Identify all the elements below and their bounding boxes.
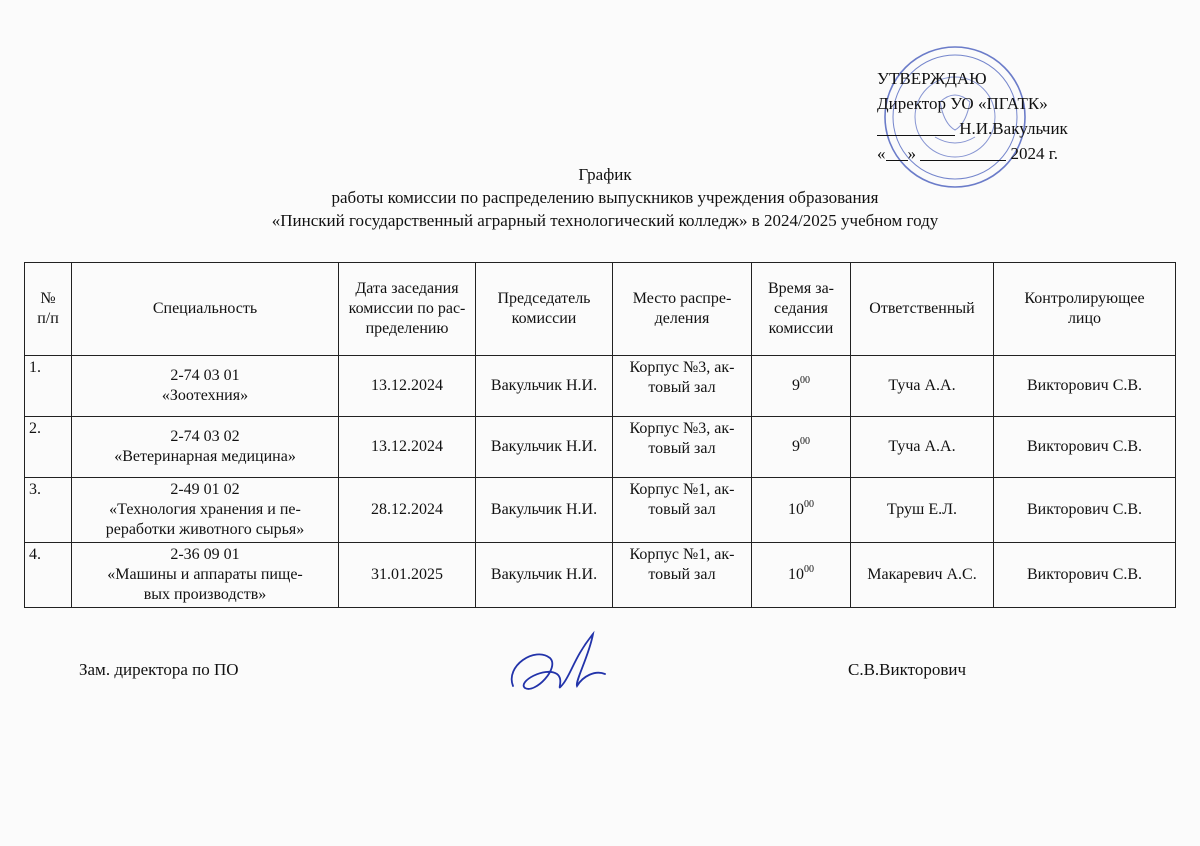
cell-place: [613, 356, 752, 417]
table-row: [25, 543, 1176, 608]
document-title: График: [578, 165, 632, 184]
date-day-blank: [886, 144, 908, 161]
date-quote-open: «: [877, 144, 886, 163]
header-responsible: Ответственный: [851, 263, 994, 356]
header-time: [752, 263, 851, 356]
date-month-blank: [920, 144, 1006, 161]
time-hour: 9: [792, 377, 800, 394]
specialty-code: 2-74 03 01: [170, 367, 240, 384]
document-heading: [0, 163, 1200, 232]
cell-time: [752, 543, 851, 608]
time-minutes: 00: [804, 564, 814, 575]
footer-name: С.В.Викторович: [848, 660, 967, 679]
cell-date: 13.12.2024: [339, 417, 476, 478]
header-chairman: [476, 263, 613, 356]
table-row: [25, 478, 1176, 543]
cell-controller: Викторович С.В.: [994, 356, 1176, 417]
header-time-line: седания: [774, 300, 828, 317]
header-num-line: №: [40, 290, 56, 307]
cell-place: [613, 478, 752, 543]
header-place-line: деления: [654, 310, 710, 327]
cell-num: 4.: [25, 543, 72, 608]
header-place-line: Место распре-: [632, 290, 732, 307]
approval-position: Директор УО «ПГАТК»: [877, 94, 1048, 113]
header-date-line: комиссии по рас-: [348, 300, 466, 317]
date-quote-close: »: [907, 144, 916, 163]
signature-underline: [877, 119, 955, 136]
header-controller-line: лицо: [1067, 310, 1102, 327]
document-subtitle-line2: «Пинский государственный аграрный технологический колледж» в 2024/2025 учебном году: [271, 211, 939, 230]
cell-responsible: Туча А.А.: [851, 356, 994, 417]
time-hour: 10: [788, 501, 804, 518]
cell-num: 3.: [25, 478, 72, 543]
cell-chairman: Вакульчик Н.И.: [476, 417, 613, 478]
approval-word: УТВЕРЖДАЮ: [877, 69, 987, 88]
place-line: товый зал: [648, 501, 716, 518]
cell-num: 2.: [25, 417, 72, 478]
cell-responsible: Труш Е.Л.: [851, 478, 994, 543]
time-hour: 10: [788, 566, 804, 583]
table-row: [25, 417, 1176, 478]
approval-year: 2024 г.: [1010, 144, 1059, 163]
header-date-line: Дата заседания: [355, 280, 459, 297]
cell-responsible: Туча А.А.: [851, 417, 994, 478]
specialty-name: «Ветеринарная медицина»: [114, 448, 296, 465]
place-line: товый зал: [648, 379, 716, 396]
time-minutes: 00: [800, 436, 810, 447]
specialty-code: 2-49 01 02: [170, 481, 240, 498]
cell-date: 31.01.2025: [339, 543, 476, 608]
cell-time: [752, 356, 851, 417]
place-line: Корпус №1, ак-: [629, 481, 735, 498]
cell-specialty: [72, 356, 339, 417]
header-num: [25, 263, 72, 356]
time-minutes: 00: [804, 499, 814, 510]
header-num-line: п/п: [37, 310, 59, 327]
specialty-name: вых производств»: [143, 586, 267, 603]
specialty-name: «Технология хранения и пе-: [109, 501, 301, 518]
cell-chairman: Вакульчик Н.И.: [476, 356, 613, 417]
header-chairman-line: Председатель: [497, 290, 591, 307]
place-line: товый зал: [648, 566, 716, 583]
header-date-line: пределению: [365, 320, 449, 337]
time-hour: 9: [792, 438, 800, 455]
header-place: [613, 263, 752, 356]
specialty-code: 2-36 09 01: [170, 546, 240, 563]
cell-date: 28.12.2024: [339, 478, 476, 543]
cell-controller: Викторович С.В.: [994, 478, 1176, 543]
document-subtitle-line1: работы комиссии по распределению выпускников учреждения образования: [331, 188, 879, 207]
handwritten-signature: [505, 626, 615, 706]
specialty-name: реработки животного сырья»: [105, 521, 305, 538]
cell-specialty: [72, 478, 339, 543]
place-line: Корпус №3, ак-: [629, 359, 735, 376]
table-header-row: [25, 263, 1176, 356]
header-chairman-line: комиссии: [511, 310, 577, 327]
place-line: Корпус №1, ак-: [629, 546, 735, 563]
cell-place: [613, 543, 752, 608]
specialty-code: 2-74 03 02: [170, 428, 240, 445]
header-time-line: комиссии: [768, 320, 834, 337]
cell-time: [752, 417, 851, 478]
cell-place: [613, 417, 752, 478]
approval-name: Н.И.Вакульчик: [959, 119, 1068, 138]
footer-position: Зам. директора по ПО: [79, 660, 239, 679]
cell-controller: Викторович С.В.: [994, 417, 1176, 478]
header-date: [339, 263, 476, 356]
cell-specialty: [72, 417, 339, 478]
cell-controller: Викторович С.В.: [994, 543, 1176, 608]
specialty-name: «Машины и аппараты пище-: [107, 566, 303, 583]
cell-responsible: Макаревич А.С.: [851, 543, 994, 608]
cell-specialty: [72, 543, 339, 608]
cell-chairman: Вакульчик Н.И.: [476, 543, 613, 608]
header-controller-line: Контролирующее: [1024, 290, 1145, 307]
header-time-line: Время за-: [767, 280, 834, 297]
cell-chairman: Вакульчик Н.И.: [476, 478, 613, 543]
approval-signature-line: [877, 116, 1177, 141]
cell-date: 13.12.2024: [339, 356, 476, 417]
approval-block: [877, 66, 1177, 166]
table-row: [25, 356, 1176, 417]
header-specialty: Специальность: [72, 263, 339, 356]
time-minutes: 00: [800, 375, 810, 386]
place-line: товый зал: [648, 440, 716, 457]
schedule-table: [24, 262, 1176, 608]
specialty-name: «Зоотехния»: [161, 387, 249, 404]
cell-time: [752, 478, 851, 543]
header-controller: [994, 263, 1176, 356]
place-line: Корпус №3, ак-: [629, 420, 735, 437]
cell-num: 1.: [25, 356, 72, 417]
